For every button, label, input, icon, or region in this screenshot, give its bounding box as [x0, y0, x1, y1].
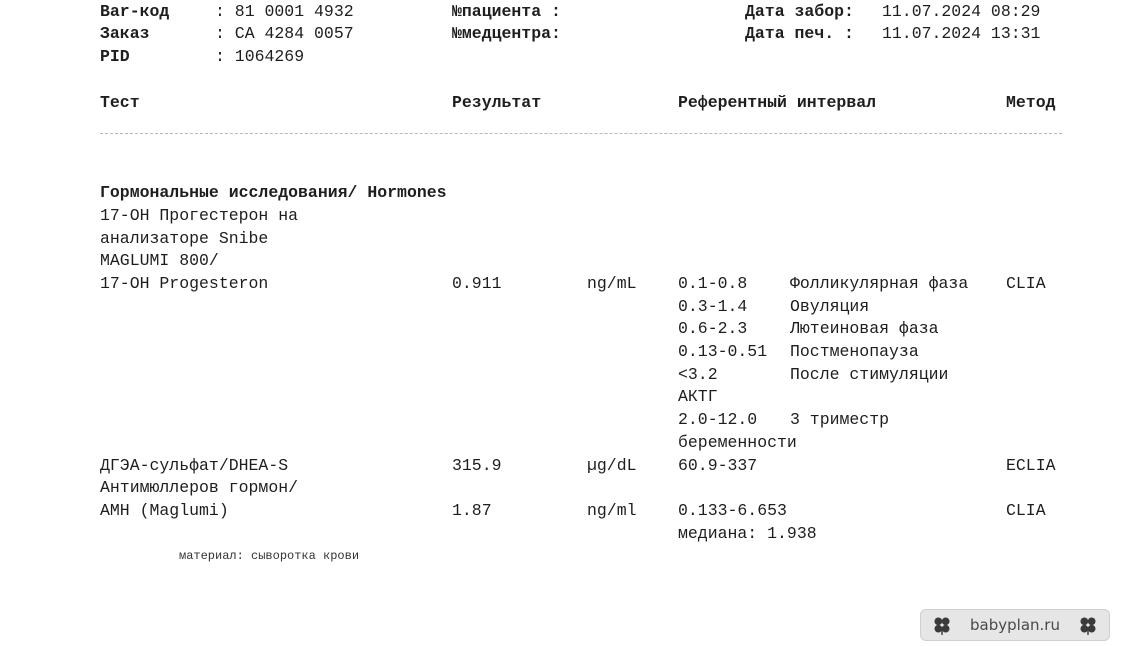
patient-number-label: №пациента :	[452, 2, 561, 21]
reference-range-value: 0.13-0.51	[678, 342, 768, 361]
method-value: CLIA	[1006, 501, 1046, 520]
reference-range-value: 60.9-337	[678, 456, 758, 475]
test-name-line: анализаторе Snibe	[100, 229, 269, 248]
pid-label: PID	[100, 47, 130, 66]
watermark-badge	[920, 609, 1110, 641]
section-title: Гормональные исследования/ Hormones	[100, 183, 447, 202]
reference-range-value: 0.3-1.4	[678, 297, 748, 316]
result-value: 0.911	[452, 274, 502, 293]
result-unit: ng/ml	[587, 501, 637, 520]
test-name-line: 17-OH Progesteron	[100, 274, 269, 293]
test-name-line: AMH (Maglumi)	[100, 501, 229, 520]
reference-range-label: Лютеиновая фаза	[790, 319, 939, 338]
pid-value: : 1064269	[215, 47, 305, 66]
collection-date-label: Дата забор:	[745, 2, 854, 21]
result-unit: ng/mL	[587, 274, 637, 293]
column-header-result: Результат	[452, 93, 542, 112]
reference-range-value: 0.133-6.653	[678, 501, 787, 520]
reference-range-label: После стимуляции	[790, 365, 949, 384]
reference-range-label: Овуляция	[790, 297, 870, 316]
reference-range-value: 2.0-12.0	[678, 410, 758, 429]
result-unit: µg/dL	[587, 456, 637, 475]
barcode-value: : 81 0001 4932	[215, 2, 354, 21]
barcode-label: Bar-код	[100, 2, 170, 21]
reference-range-value: 0.1-0.8	[678, 274, 748, 293]
print-date-value: 11.07.2024 13:31	[882, 24, 1041, 43]
test-name-line: 17-OH Прогестерон на	[100, 206, 299, 225]
medcenter-number-label: №медцентра:	[452, 24, 561, 43]
result-value: 315.9	[452, 456, 502, 475]
collection-date-value: 11.07.2024 08:29	[882, 2, 1041, 21]
reference-range-value: беременности	[678, 433, 797, 452]
method-value: CLIA	[1006, 274, 1046, 293]
header-divider	[100, 133, 1062, 134]
reference-range-value: медиана: 1.938	[678, 524, 817, 543]
reference-range-label: 3 триместр	[790, 410, 890, 429]
reference-range-value: 0.6-2.3	[678, 319, 748, 338]
reference-range-label: Постменопауза	[790, 342, 919, 361]
watermark-text: babyplan.ru	[970, 616, 1060, 634]
column-header-test: Тест	[100, 93, 140, 112]
order-value: : CA 4284 0057	[215, 24, 354, 43]
material-note: материал: сыворотка крови	[179, 549, 360, 563]
column-header-reference: Референтный интервал	[678, 93, 877, 112]
column-header-method: Метод	[1006, 93, 1056, 112]
clover-icon	[1077, 614, 1099, 636]
method-value: ECLIA	[1006, 456, 1056, 475]
order-label: Заказ	[100, 24, 150, 43]
test-name-line: MAGLUMI 800/	[100, 251, 219, 270]
clover-icon	[931, 614, 953, 636]
reference-range-label: Фолликулярная фаза	[790, 274, 969, 293]
print-date-label: Дата печ. :	[745, 24, 854, 43]
reference-range-value: <3.2	[678, 365, 718, 384]
test-name: ДГЭА-сульфат/DHEA-S	[100, 456, 289, 475]
result-value: 1.87	[452, 501, 492, 520]
test-name-line: Антимюллеров гормон/	[100, 478, 299, 497]
reference-range-value: АКТГ	[678, 387, 718, 406]
